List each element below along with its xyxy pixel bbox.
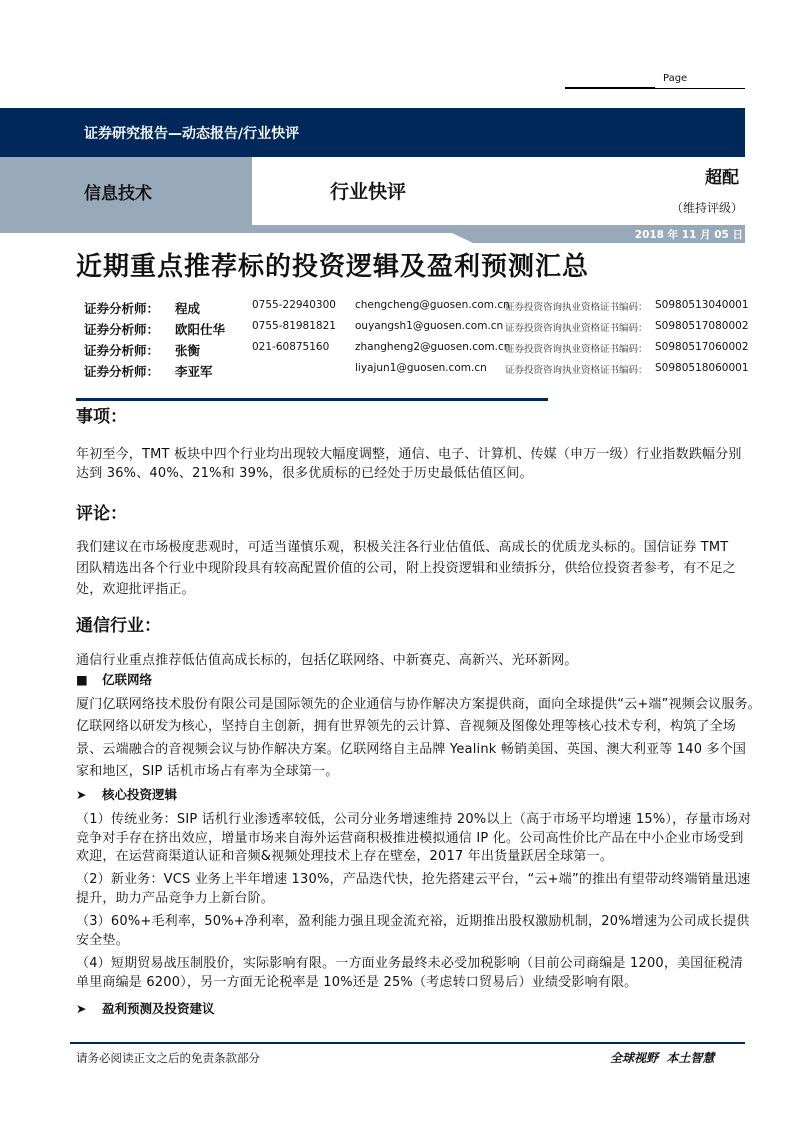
telecom-intro: 通信行业重点推荐低估值高成长标的，包括亿联网络、中新赛克、高新兴、光环新网。 (76, 653, 578, 668)
cert-label: 证券投资咨询执业资格证书编码： (505, 302, 648, 313)
page-title: 近期重点推荐标的投资逻辑及盈利预测汇总 (76, 252, 590, 282)
analyst-phone: 0755-81981821 (252, 320, 336, 332)
comment-text: 团队精选出各个行业中现阶段具有较高配置价值的公司，附上投资逻辑和业绩拆分，供给位投资者参考，有不足之 (76, 561, 737, 576)
comment-heading: 评论： (76, 504, 127, 524)
cert-label: 证券投资咨询执业资格证书编码： (505, 344, 648, 355)
company-text: 家和地区，SIP 话机市场占有率为全球第一。 (76, 764, 339, 779)
point-text: 单里商编是 6200），另一方面无论税率是 10%还是 25%（考虑转口贸易后）业绩受影响有限。 (76, 975, 638, 990)
arrow-bullet-icon: ➤ (76, 1001, 87, 1016)
point-text: （2）新业务：VCS 业务上半年增速 130%，产品迭代快，抢先搭建云平台，“云+端”的推出有望带动终端销量迅速 (76, 872, 751, 887)
cert-code: S0980513040001 (655, 299, 749, 311)
point-text: （1）传统业务：SIP 话机行业渗透率较低，公司分业务增速维持 20%以上（高于市场平均增速 15%），存量市场对 (76, 812, 752, 827)
event-heading: 事项： (76, 407, 127, 427)
analyst-email[interactable]: ouyangsh1@guosen.com.cn (355, 320, 504, 332)
logic-title: 核心投资逻辑 (102, 787, 178, 802)
analyst-label: 证券分析师： (84, 322, 160, 337)
cert-label: 证券投资咨询执业资格证书编码： (505, 323, 648, 334)
page-rule (565, 87, 655, 89)
report-date: 2018 年 11 月 05 日 (634, 229, 743, 241)
event-text: 年初至今，TMT 板块中四个行业均出现较大幅度调整，通信、电子、计算机、传媒（申万一级）行业指数跌幅分别 (76, 447, 742, 462)
cert-code: S0980518060001 (655, 362, 749, 374)
footer-slogan: 全球视野 本土智慧 (610, 1051, 715, 1065)
company-heading (76, 670, 152, 688)
point-text: （4）短期贸易战压制股价，实际影响有限。一方面业务最终未必受加税影响（目前公司商编是 1200，美国征税清 (76, 956, 744, 971)
company-name: 亿联网络 (102, 672, 153, 687)
rating-note: （维持评级） (670, 201, 743, 215)
analyst-name: 张衡 (175, 343, 201, 358)
footer-rule (70, 1042, 745, 1044)
category: 行业快评 (330, 181, 407, 203)
analyst-name: 李亚军 (175, 364, 213, 379)
square-bullet-icon: ■ (76, 672, 88, 687)
analyst-email[interactable]: liyajun1@guosen.com.cn (355, 362, 487, 374)
telecom-heading: 通信行业： (76, 616, 161, 636)
analyst-email[interactable]: chengcheng@guosen.com.cn (355, 299, 510, 311)
point-text: 安全垫。 (76, 933, 129, 948)
comment-text: 我们建议在市场极度悲观时，可适当谨慎乐观，积极关注各行业估值低、高成长的优质龙头标的。国信证券 TMT (76, 540, 729, 555)
sector: 信息技术 (84, 184, 152, 204)
comment-text: 处，欢迎批评指正。 (76, 582, 195, 597)
report-type: 证券研究报告—动态报告/行业快评 (84, 126, 300, 142)
section-divider (76, 398, 548, 401)
analyst-email[interactable]: zhangheng2@guosen.com.cn (355, 341, 511, 353)
cert-code: S0980517060002 (655, 341, 749, 353)
logic-heading (76, 785, 177, 803)
date-strip-shape (0, 225, 745, 243)
point-text: 欢迎，在运营商渠道认证和音频&视频处理技术上存在壁垒，2017 年出货量跃居全球第一。 (76, 849, 613, 864)
point-text: 竞争对手存在挤出效应，增量市场来自海外运营商积极推进模拟通信 IP 化。公司高性价比产品在中小企业市场受到 (76, 831, 744, 846)
rating: 超配 (705, 168, 739, 188)
company-text: 厦门亿联网络技术股份有限公司是国际领先的企业通信与协作解决方案提供商，面向全球提供“云+端”视频会议服务。 (76, 697, 761, 712)
point-text: 提升，助力产品竞争力上新台阶。 (76, 891, 275, 906)
cert-label: 证券投资咨询执业资格证书编码： (505, 365, 648, 376)
analyst-label: 证券分析师： (84, 343, 160, 358)
forecast-heading (76, 999, 215, 1017)
analyst-phone: 021-60875160 (252, 341, 330, 353)
analyst-label: 证券分析师： (84, 364, 160, 379)
cert-code: S0980517080002 (655, 320, 749, 332)
footer-disclaimer: 请务必阅读正文之后的免责条款部分 (76, 1051, 260, 1065)
company-text: 景、云端融合的音视频会议与协作解决方案。亿联网络自主品牌 Yealink 畅销美国、英国、澳大利亚等 140 多个国 (76, 742, 747, 757)
event-text: 达到 36%、40%、21%和 39%，很多优质标的已经处于历史最低估值区间。 (76, 466, 533, 481)
page-label: Page (663, 73, 688, 84)
analyst-name: 欧阳仕华 (175, 322, 226, 337)
page-rule-thin (655, 88, 745, 89)
forecast-title: 盈利预测及投资建议 (102, 1001, 215, 1016)
analyst-name: 程成 (175, 301, 201, 316)
point-text: （3）60%+毛利率，50%+净利率，盈利能力强且现金流充裕，近期推出股权激励机制，20%增速为公司成长提供 (76, 914, 750, 929)
date-strip (0, 225, 745, 244)
analyst-label: 证券分析师： (84, 301, 160, 316)
arrow-bullet-icon: ➤ (76, 787, 87, 802)
analyst-phone: 0755-22940300 (252, 299, 336, 311)
company-text: 亿联网络以研发为核心，坚持自主创新，拥有世界领先的云计算、音视频及图像处理等核心技术专利，构筑了全场 (76, 719, 737, 734)
